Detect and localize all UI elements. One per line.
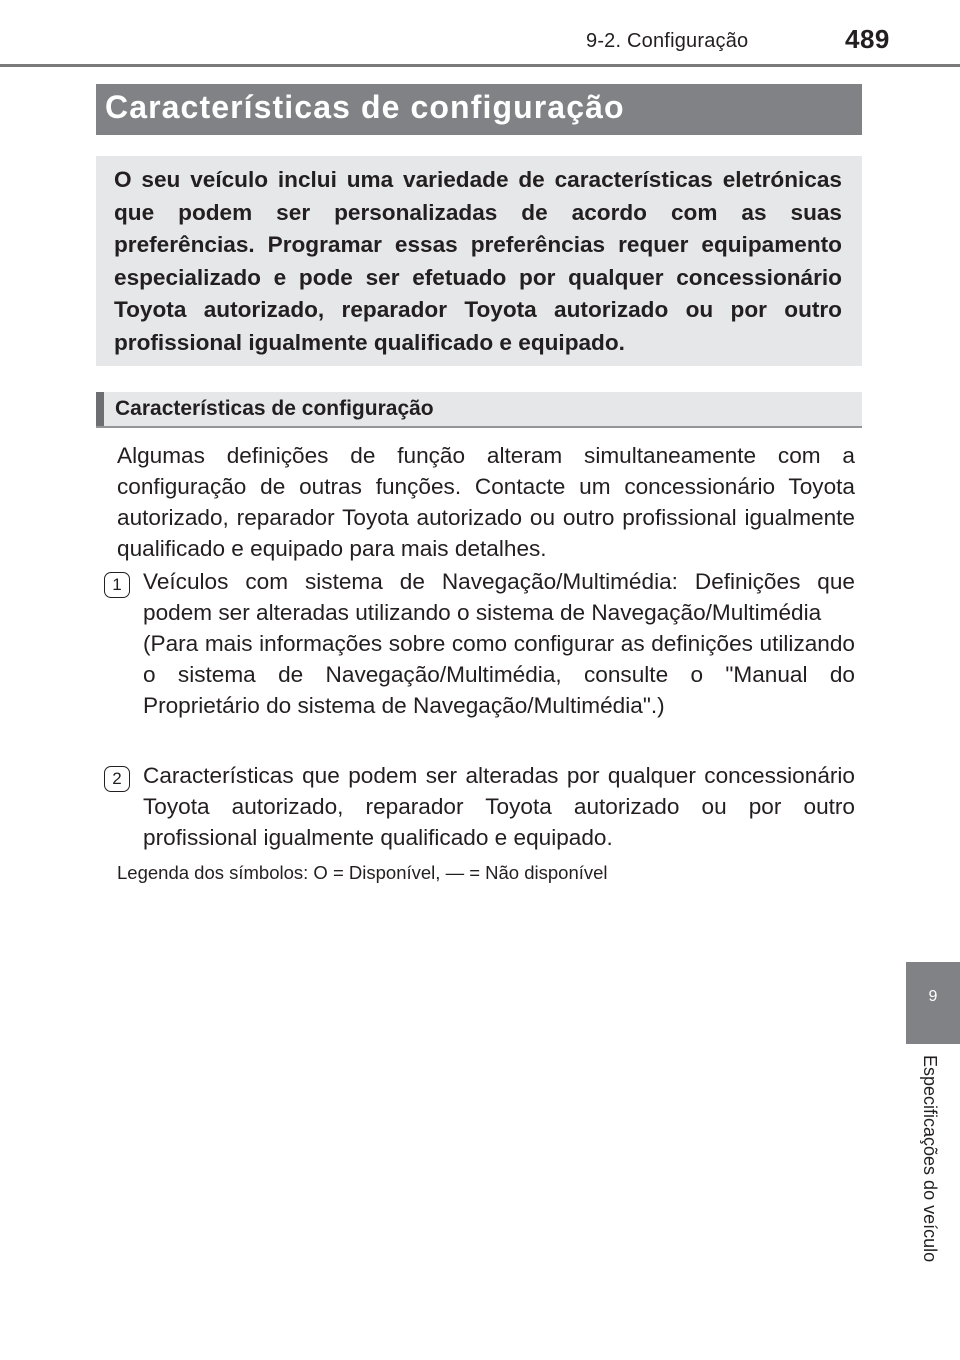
header-divider [0,64,960,67]
body-paragraph: Algumas definições de função alteram simultaneamente com a configuração de outras funções. Contacte um concessionário Toyota autorizado, reparador Toyota autorizado ou outro profissional igualmente qualificado e equipado para mais detalhes. [117,443,855,561]
chapter-label-container [902,1055,958,1295]
page-number: 489 [845,24,890,54]
chapter-number: 9 [928,988,938,1005]
subsection-header [96,392,862,428]
main-title: Características de configuração [105,89,625,125]
intro-box [96,156,862,366]
list-item-text: Veículos com sistema de Navegação/Multimédia: Definições que podem ser alteradas utilizando o sistema de Navegação/Multimédia [143,569,855,625]
subsection-title: Características de configuração [115,397,434,420]
list-item-note: (Para mais informações sobre como configurar as definições utilizando o sistema de Navegação/Multimédia, consulte o "Manual do Proprietário do sistema de Navegação/Multimédia".) [143,631,855,718]
item-number-badge: 2 [104,766,130,792]
main-title-bar [96,84,862,135]
chapter-tab [906,962,960,1044]
subsection-accent-bar [96,392,104,426]
list-item-body [143,760,855,853]
header-section-title: 9-2. Configuração [586,30,749,52]
chapter-label: Especificações do veículo [920,1055,940,1263]
list-item-body [143,566,855,721]
list-item-text: Características que podem ser alteradas por qualquer concessionário Toyota autorizado, reparador Toyota autorizado ou por outro profissional igualmente qualificado e equipado. [143,763,855,850]
intro-text: O seu veículo inclui uma variedade de características eletrónicas que podem ser personalizadas de acordo com as suas preferências. Programar essas preferências requer equipamento especializado e pode ser efetuado por qualquer concessionário Toyota autorizado, reparador Toyota autorizado ou por outro profissional igualmente qualificado e equipado. [114,167,842,355]
symbol-legend: Legenda dos símbolos: O = Disponível, — = Não disponível [117,862,608,883]
item-number-badge: 1 [104,572,130,598]
